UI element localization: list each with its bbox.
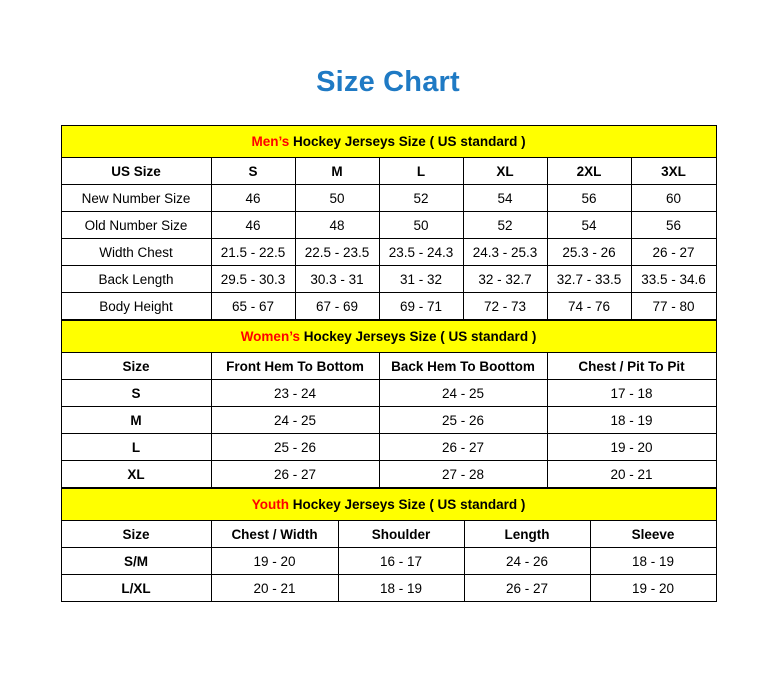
table-row — [61, 185, 716, 212]
cell: 77 - 80 — [631, 293, 716, 320]
cell: 26 - 27 — [464, 575, 590, 602]
cell: 52 — [463, 212, 547, 239]
mens-banner — [61, 126, 716, 158]
cell: 29.5 - 30.3 — [211, 266, 295, 293]
cell: 25 - 26 — [211, 434, 379, 461]
cell: 23.5 - 24.3 — [379, 239, 463, 266]
col-header: Chest / Width — [211, 521, 338, 548]
table-row — [61, 293, 716, 320]
table-banner-row — [61, 321, 716, 353]
col-header: L — [379, 158, 463, 185]
cell: 18 - 19 — [338, 575, 464, 602]
cell: 24 - 25 — [379, 380, 547, 407]
table-banner-row — [61, 126, 716, 158]
table-row — [61, 407, 716, 434]
cell: 20 - 21 — [211, 575, 338, 602]
col-header: 3XL — [631, 158, 716, 185]
cell: 20 - 21 — [547, 461, 716, 488]
table-banner-row — [61, 489, 716, 521]
row-label: M — [61, 407, 211, 434]
cell: 65 - 67 — [211, 293, 295, 320]
cell: 23 - 24 — [211, 380, 379, 407]
womens-banner — [61, 321, 716, 353]
cell: 32 - 32.7 — [463, 266, 547, 293]
cell: 17 - 18 — [547, 380, 716, 407]
table-row — [61, 461, 716, 488]
table-row — [61, 212, 716, 239]
cell: 54 — [547, 212, 631, 239]
cell: 46 — [211, 185, 295, 212]
row-label: L — [61, 434, 211, 461]
table-row — [61, 434, 716, 461]
cell: 24.3 - 25.3 — [463, 239, 547, 266]
col-header: M — [295, 158, 379, 185]
cell: 56 — [631, 212, 716, 239]
table-row — [61, 380, 716, 407]
cell: 74 - 76 — [547, 293, 631, 320]
mens-banner-rest: Hockey Jerseys Size ( US standard ) — [289, 134, 526, 149]
womens-banner-accent: Women’s — [240, 329, 300, 344]
col-header: Sleeve — [590, 521, 716, 548]
youth-banner-accent: Youth — [251, 497, 289, 512]
col-header: 2XL — [547, 158, 631, 185]
mens-banner-accent: Men’s — [251, 134, 290, 149]
cell: 19 - 20 — [547, 434, 716, 461]
col-header: Shoulder — [338, 521, 464, 548]
womens-banner-rest: Hockey Jerseys Size ( US standard ) — [299, 329, 537, 344]
mens-size-table — [61, 125, 717, 320]
table-header-row — [61, 353, 716, 380]
page-title: Size Chart — [316, 66, 460, 98]
cell: 32.7 - 33.5 — [547, 266, 631, 293]
cell: 19 - 20 — [211, 548, 338, 575]
row-label: L/XL — [61, 575, 211, 602]
row-label: Old Number Size — [61, 212, 211, 239]
cell: 22.5 - 23.5 — [295, 239, 379, 266]
col-header: S — [211, 158, 295, 185]
col-header: Size — [61, 353, 211, 380]
table-row — [61, 239, 716, 266]
row-label: XL — [61, 461, 211, 488]
cell: 60 — [631, 185, 716, 212]
table-row — [61, 548, 716, 575]
cell: 25 - 26 — [379, 407, 547, 434]
cell: 19 - 20 — [590, 575, 716, 602]
womens-size-table — [61, 320, 717, 488]
cell: 26 - 27 — [379, 434, 547, 461]
cell: 24 - 25 — [211, 407, 379, 434]
row-label: S/M — [61, 548, 211, 575]
cell: 24 - 26 — [464, 548, 590, 575]
col-header: US Size — [61, 158, 211, 185]
youth-size-table — [61, 488, 717, 602]
cell: 50 — [295, 185, 379, 212]
cell: 69 - 71 — [379, 293, 463, 320]
table-header-row — [61, 521, 716, 548]
col-header: Length — [464, 521, 590, 548]
cell: 27 - 28 — [379, 461, 547, 488]
col-header: Front Hem To Bottom — [211, 353, 379, 380]
row-label: Back Length — [61, 266, 211, 293]
table-header-row — [61, 158, 716, 185]
youth-banner-rest: Hockey Jerseys Size ( US standard ) — [288, 497, 526, 512]
cell: 54 — [463, 185, 547, 212]
row-label: Width Chest — [61, 239, 211, 266]
cell: 26 - 27 — [211, 461, 379, 488]
cell: 56 — [547, 185, 631, 212]
cell: 21.5 - 22.5 — [211, 239, 295, 266]
col-header: Back Hem To Boottom — [379, 353, 547, 380]
cell: 33.5 - 34.6 — [631, 266, 716, 293]
cell: 31 - 32 — [379, 266, 463, 293]
tables-container — [61, 99, 716, 602]
row-label: Body Height — [61, 293, 211, 320]
col-header: XL — [463, 158, 547, 185]
cell: 30.3 - 31 — [295, 266, 379, 293]
col-header: Size — [61, 521, 211, 548]
cell: 16 - 17 — [338, 548, 464, 575]
table-row — [61, 575, 716, 602]
table-row — [61, 266, 716, 293]
cell: 46 — [211, 212, 295, 239]
col-header: Chest / Pit To Pit — [547, 353, 716, 380]
cell: 18 - 19 — [547, 407, 716, 434]
cell: 50 — [379, 212, 463, 239]
cell: 25.3 - 26 — [547, 239, 631, 266]
row-label: S — [61, 380, 211, 407]
cell: 72 - 73 — [463, 293, 547, 320]
cell: 67 - 69 — [295, 293, 379, 320]
cell: 48 — [295, 212, 379, 239]
cell: 26 - 27 — [631, 239, 716, 266]
cell: 52 — [379, 185, 463, 212]
youth-banner — [61, 489, 716, 521]
cell: 18 - 19 — [590, 548, 716, 575]
row-label: New Number Size — [61, 185, 211, 212]
